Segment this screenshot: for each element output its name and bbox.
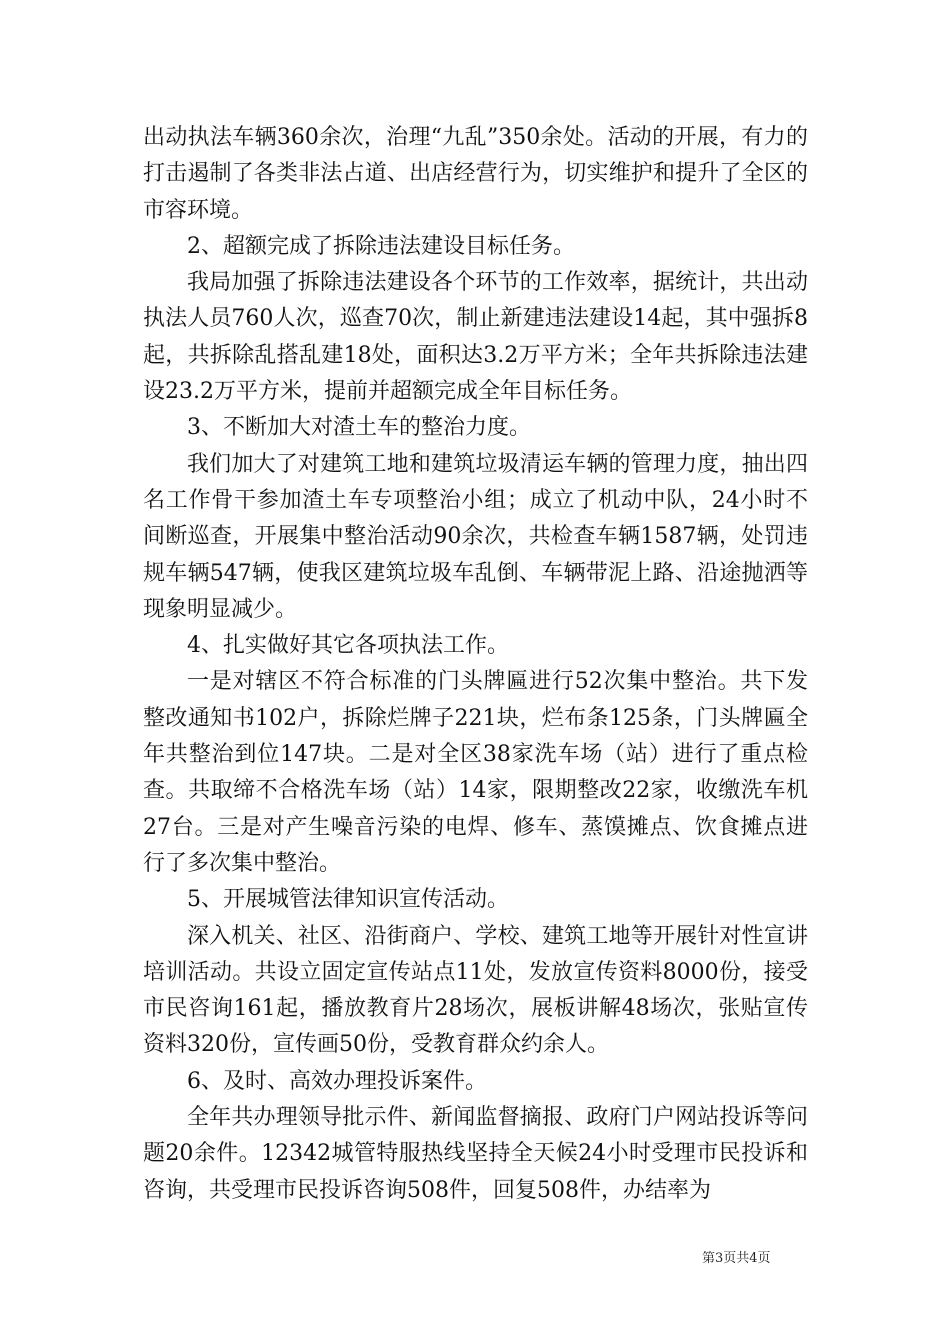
paragraph-9: 深入机关、社区、沿街商户、学校、建筑工地等开展针对性宣讲培训活动。共设立固定宣传站点11处，发放宣传资料8000份，接受市民咨询161起，播放教育片28场次，展板讲解48场次，张贴宣传资料320份，宣传画50份，受教育群众约余人。 [143,923,808,1058]
paragraph-11: 全年共办理领导批示件、新闻监督摘报、政府门户网站投诉等问题20余件。12342城管特服热线坚持全天候24小时受理市民投诉和咨询，共受理市民投诉咨询508件，回复508件，办结率为 [143,1105,808,1203]
paragraph-1: 出动执法车辆360余次，治理“九乱”350余处。活动的开展，有力的打击遏制了各类非法占道、出店经营行为，切实维护和提升了全区的市容环境。 [143,125,808,223]
paragraph-3: 我局加强了拆除违法建设各个环节的工作效率，据统计，共出动执法人员760人次，巡查70次，制止新建违法建设14起，其中强拆8起，共拆除乱搭乱建18处，面积达3.2万平方米；全年共拆除违法建设23.2万平方米，提前并超额完成全年目标任务。 [143,270,808,405]
page-number: 第3页共4页 [702,1251,771,1266]
paragraph-5: 我们加大了对建筑工地和建筑垃圾清运车辆的管理力度，抽出四名工作骨干参加渣土车专项整治小组；成立了机动中队，24小时不间断巡查，开展集中整治活动90余次，共检查车辆1587辆，处罚违规车辆547辆，使我区建筑垃圾车乱倒、车辆带泥上路、沿途抛洒等现象明显减少。 [143,451,809,622]
section-heading-3: 3、不断加大对渣土车的整治力度。 [187,415,531,441]
document-body [143,120,808,1209]
section-heading-4: 4、扎实做好其它各项执法工作。 [187,633,509,659]
section-heading-5: 5、开展城管法律知识宣传活动。 [187,887,509,913]
paragraph-7: 一是对辖区不符合标准的门头牌匾进行52次集中整治。共下发整改通知书102户，拆除烂牌子221块，烂布条125条，门头牌匾全年共整治到位147块。二是对全区38家洗车场（站）进行了重点检查。共取缔不合格洗车场（站）14家，限期整改22家，收缴洗车机27台。三是对产生噪音污染的电焊、修车、蒸馍摊点、饮食摊点进行了多次集中整治。 [143,669,808,876]
section-heading-2: 2、超额完成了拆除违法建设目标任务。 [187,233,575,259]
section-heading-6: 6、及时、高效办理投诉案件。 [187,1068,487,1094]
